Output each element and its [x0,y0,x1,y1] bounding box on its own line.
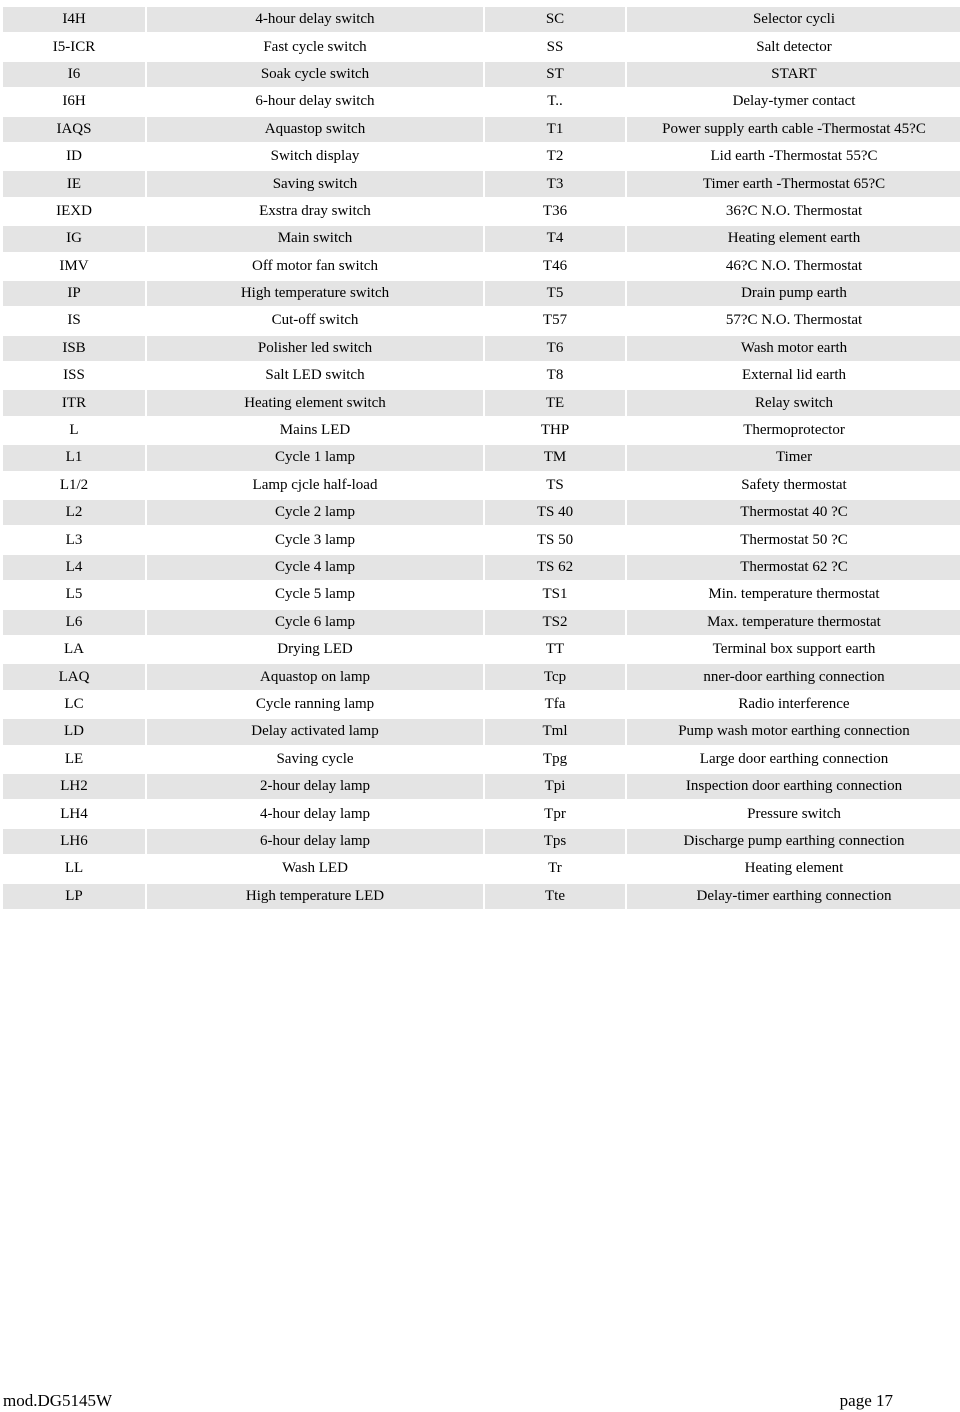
cell-code-right: TS 50 [483,527,625,552]
cell-description-left: High temperature switch [145,281,483,306]
cell-description-right: Terminal box support earth [625,637,960,662]
cell-description-left: 4-hour delay lamp [145,801,483,826]
cell-code-right: ST [483,62,625,87]
table-row [3,418,960,443]
cell-description-left: Main switch [145,226,483,251]
cell-description-right: Large door earthing connection [625,747,960,772]
table-row [3,801,960,826]
cell-description-left: Switch display [145,144,483,169]
cell-code-left: LD [3,719,145,744]
cell-code-right: TS 62 [483,555,625,580]
cell-description-right: 46?C N.O. Thermostat [625,254,960,279]
table-row [3,829,960,854]
footer-model: mod.DG5145W [3,1391,113,1410]
table-row [3,226,960,251]
table-row [3,637,960,662]
cell-code-right: T36 [483,199,625,224]
table-row [3,884,960,909]
footer-page-number: page 17 [839,1391,893,1410]
cell-code-left: LH6 [3,829,145,854]
cell-description-right: Pump wash motor earthing connection [625,719,960,744]
cell-code-right: SS [483,34,625,59]
table-row [3,747,960,772]
cell-description-left: Mains LED [145,418,483,443]
cell-code-right: Tps [483,829,625,854]
cell-code-right: TM [483,445,625,470]
table-row [3,610,960,635]
cell-code-left: IMV [3,254,145,279]
cell-code-right: T6 [483,336,625,361]
cell-code-right: Tpi [483,774,625,799]
cell-description-right: Safety thermostat [625,473,960,498]
cell-code-left: I5-ICR [3,34,145,59]
cell-code-left: L [3,418,145,443]
cell-code-left: L2 [3,500,145,525]
cell-code-right: Tte [483,884,625,909]
cell-description-right: Timer [625,445,960,470]
cell-description-left: Fast cycle switch [145,34,483,59]
cell-code-left: ID [3,144,145,169]
cell-description-left: Cycle 4 lamp [145,555,483,580]
table-row [3,582,960,607]
cell-description-right: Drain pump earth [625,281,960,306]
cell-description-left: 4-hour delay switch [145,7,483,32]
cell-description-left: Exstra dray switch [145,199,483,224]
cell-code-left: ISB [3,336,145,361]
cell-code-left: IP [3,281,145,306]
cell-code-right: TS [483,473,625,498]
table-row [3,445,960,470]
cell-code-left: LL [3,856,145,881]
cell-code-left: IE [3,171,145,196]
table-row [3,774,960,799]
cell-code-right: TS2 [483,610,625,635]
table-row [3,555,960,580]
table-row [3,254,960,279]
table-row [3,117,960,142]
cell-description-left: Cycle 2 lamp [145,500,483,525]
table-row [3,199,960,224]
cell-description-left: Aquastop switch [145,117,483,142]
table-row [3,664,960,689]
table-row [3,144,960,169]
cell-code-right: TE [483,390,625,415]
cell-description-right: Max. temperature thermostat [625,610,960,635]
legend-table-body [3,7,960,909]
table-row [3,692,960,717]
cell-description-right: Radio interference [625,692,960,717]
cell-description-right: Thermostat 62 ?C [625,555,960,580]
cell-code-left: I6 [3,62,145,87]
cell-code-left: ISS [3,363,145,388]
cell-description-left: 6-hour delay switch [145,89,483,114]
cell-description-left: Off motor fan switch [145,254,483,279]
cell-code-right: T2 [483,144,625,169]
table-row [3,719,960,744]
cell-code-right: T3 [483,171,625,196]
cell-description-left: Lamp cjcle half-load [145,473,483,498]
cell-code-right: TS 40 [483,500,625,525]
cell-description-right: Power supply earth cable -Thermostat 45?C [625,117,960,142]
table-row [3,34,960,59]
cell-description-right: Heating element [625,856,960,881]
cell-description-right: Delay-tymer contact [625,89,960,114]
cell-code-left: L6 [3,610,145,635]
cell-code-left: LA [3,637,145,662]
cell-description-left: Cycle 5 lamp [145,582,483,607]
cell-description-left: Cycle 3 lamp [145,527,483,552]
cell-code-left: L1/2 [3,473,145,498]
cell-description-right: Selector cycli [625,7,960,32]
cell-code-left: IEXD [3,199,145,224]
cell-code-left: LC [3,692,145,717]
cell-code-left: IS [3,308,145,333]
cell-code-right: Tcp [483,664,625,689]
cell-code-left: I4H [3,7,145,32]
table-row [3,281,960,306]
cell-description-right: Thermostat 40 ?C [625,500,960,525]
cell-description-right: 57?C N.O. Thermostat [625,308,960,333]
cell-code-right: SC [483,7,625,32]
cell-description-left: High temperature LED [145,884,483,909]
cell-code-left: LH4 [3,801,145,826]
cell-description-left: 2-hour delay lamp [145,774,483,799]
cell-description-right: Lid earth -Thermostat 55?C [625,144,960,169]
cell-code-left: L3 [3,527,145,552]
cell-description-right: Heating element earth [625,226,960,251]
cell-code-left: LH2 [3,774,145,799]
cell-description-right: Timer earth -Thermostat 65?C [625,171,960,196]
cell-code-right: TS1 [483,582,625,607]
cell-code-left: IAQS [3,117,145,142]
cell-description-right: 36?C N.O. Thermostat [625,199,960,224]
cell-code-left: LP [3,884,145,909]
cell-description-right: Relay switch [625,390,960,415]
cell-description-left: Cycle 1 lamp [145,445,483,470]
table-row [3,171,960,196]
cell-code-left: L5 [3,582,145,607]
cell-code-left: LAQ [3,664,145,689]
cell-code-left: L1 [3,445,145,470]
cell-description-left: Drying LED [145,637,483,662]
cell-code-left: LE [3,747,145,772]
cell-code-right: T5 [483,281,625,306]
cell-description-right: Min. temperature thermostat [625,582,960,607]
table-row [3,336,960,361]
cell-description-left: Delay activated lamp [145,719,483,744]
table-row [3,856,960,881]
cell-code-right: Tml [483,719,625,744]
cell-description-left: Saving cycle [145,747,483,772]
cell-description-right: Thermoprotector [625,418,960,443]
cell-description-left: Cycle ranning lamp [145,692,483,717]
table-row [3,89,960,114]
cell-code-right: T8 [483,363,625,388]
table-row [3,390,960,415]
cell-code-right: Tfa [483,692,625,717]
cell-code-right: Tpg [483,747,625,772]
cell-description-left: Saving switch [145,171,483,196]
cell-description-left: Cut-off switch [145,308,483,333]
table-row [3,308,960,333]
cell-description-left: Cycle 6 lamp [145,610,483,635]
cell-description-right: Salt detector [625,34,960,59]
cell-description-right: Discharge pump earthing connection [625,829,960,854]
table-row [3,527,960,552]
cell-code-right: T4 [483,226,625,251]
table-row [3,62,960,87]
cell-description-left: Aquastop on lamp [145,664,483,689]
cell-code-right: T46 [483,254,625,279]
cell-description-right: Thermostat 50 ?C [625,527,960,552]
cell-description-left: Salt LED switch [145,363,483,388]
cell-code-right: Tpr [483,801,625,826]
cell-code-right: T57 [483,308,625,333]
cell-code-left: IG [3,226,145,251]
cell-description-right: Wash motor earth [625,336,960,361]
cell-description-right: Delay-timer earthing connection [625,884,960,909]
cell-code-right: T1 [483,117,625,142]
cell-description-left: Wash LED [145,856,483,881]
cell-description-left: 6-hour delay lamp [145,829,483,854]
cell-description-right: Inspection door earthing connection [625,774,960,799]
cell-code-left: L4 [3,555,145,580]
cell-description-right: nner-door earthing connection [625,664,960,689]
cell-code-right: TT [483,637,625,662]
cell-code-left: I6H [3,89,145,114]
cell-description-right: External lid earth [625,363,960,388]
table-row [3,7,960,32]
table-row [3,473,960,498]
cell-code-right: THP [483,418,625,443]
cell-code-left: ITR [3,390,145,415]
cell-description-right: START [625,62,960,87]
cell-description-left: Polisher led switch [145,336,483,361]
cell-description-right: Pressure switch [625,801,960,826]
component-legend-table [3,5,960,911]
table-row [3,363,960,388]
cell-code-right: T.. [483,89,625,114]
cell-code-right: Tr [483,856,625,881]
cell-description-left: Heating element switch [145,390,483,415]
table-row [3,500,960,525]
cell-description-left: Soak cycle switch [145,62,483,87]
